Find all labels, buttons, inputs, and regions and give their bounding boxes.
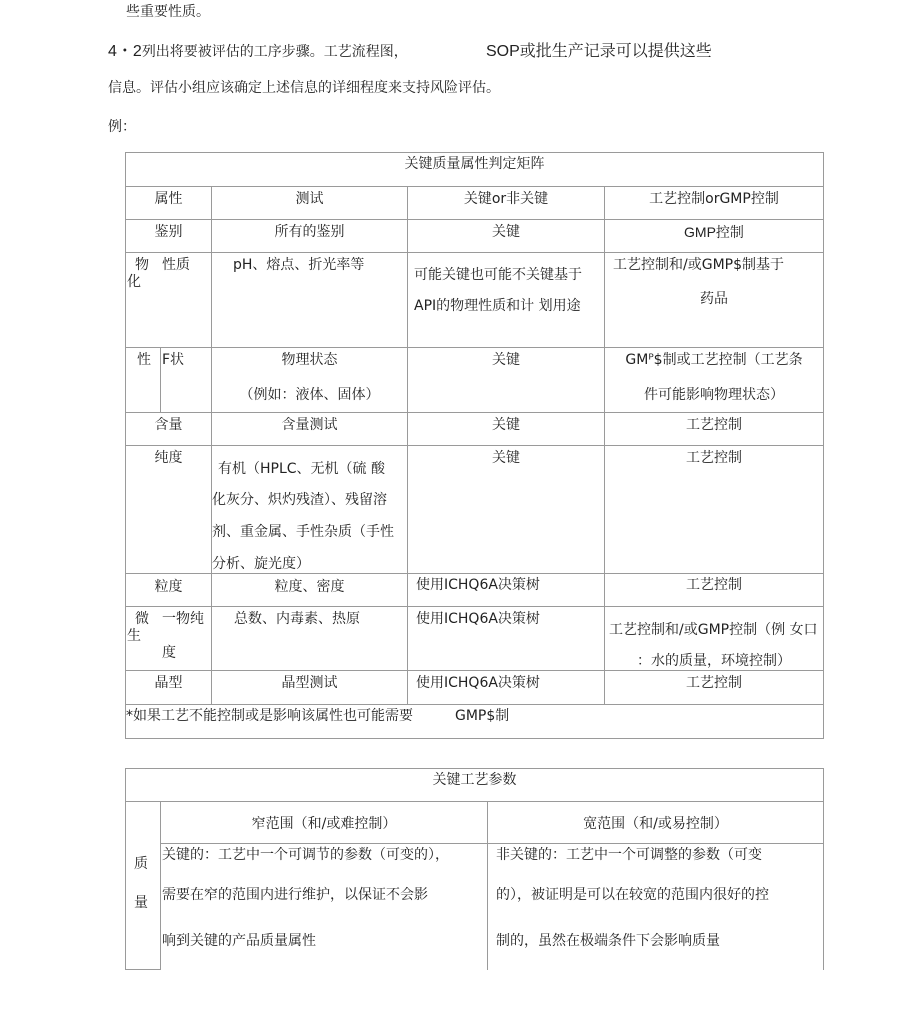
- header-attribute: 属性: [154, 191, 183, 207]
- row-physchem-attr-c: 化: [127, 274, 141, 290]
- intro-example-label: 例：: [108, 119, 136, 135]
- header-control: 工艺控制orGMP控制: [649, 191, 779, 207]
- cpp-narrow-line-3: 响到关键的产品质量属性: [162, 933, 316, 949]
- row-micro-attr-b: 一物纯: [162, 611, 204, 627]
- table1-footnote-a: *如果工艺不能控制或是影响该属性也可能需要: [126, 708, 413, 724]
- row-particle-control: 工艺控制: [686, 577, 742, 593]
- cpp-narrow-line-2: 需要在窄的范围内进行维护，以保证不会影: [162, 887, 428, 903]
- row-particle-critical: 使用ICHQ6A决策树: [416, 577, 540, 593]
- header-test: 测试: [295, 191, 324, 207]
- cqa-matrix-title: 关键质量属性判定矩阵: [404, 156, 545, 172]
- row-assay-control: 工艺控制: [686, 417, 742, 433]
- intro-line-1: [108, 38, 408, 61]
- cpp-wide-line-3: 制的，虽然在极端条件下会影响质量: [496, 933, 720, 949]
- row-purity-critical: 关键: [492, 450, 520, 466]
- row-state-attr-a: 性: [137, 352, 151, 368]
- row-micro-critical: 使用ICHQ6A决策树: [416, 611, 540, 627]
- row-purity-test-1: 有机（HPLC、无机（硫 酸: [218, 461, 385, 477]
- row-assay-test: 含量测试: [281, 417, 338, 433]
- row-physchem-test: pH、熔点、折光率等: [233, 257, 365, 273]
- row-state-test-1: 物理状态: [281, 352, 338, 368]
- header-critical: 关键or非关键: [463, 191, 549, 207]
- row-crystal-critical: 使用ICHQ6A决策树: [416, 675, 540, 691]
- row-purity-test-3: 剂、重金属、手性杂质（手性: [212, 524, 394, 540]
- row-purity-test-4: 分析、旋光度）: [212, 556, 310, 572]
- intro-line-0: 些重要性质。: [126, 4, 210, 20]
- table1-footnote-b: GMP$制: [455, 708, 510, 724]
- row-state-attr-b: F状: [162, 352, 185, 368]
- row-state-critical: 关键: [492, 352, 520, 368]
- row-purity-control: 工艺控制: [686, 450, 742, 466]
- row-physchem-critical-1: 可能关键也可能不关键基于: [414, 267, 582, 283]
- intro-line-1-a: 列出将要被评估的工序步骤。工艺流程图，: [141, 44, 408, 60]
- row-state-test-2: （例如：液体、固体）: [239, 387, 380, 403]
- row-micro-control-1: 工艺控制和/或GMP控制（例 女口: [609, 622, 818, 638]
- row-state-control-1: GMᴾ$制或工艺控制（工艺条: [625, 352, 803, 368]
- row-crystal-control: 工艺控制: [686, 675, 742, 691]
- row-particle-attr: 粒度: [154, 579, 183, 595]
- row-micro-attr-a: 微: [135, 611, 149, 627]
- section-number: 4・2: [108, 43, 142, 60]
- row-micro-control-2: ：水的质量，环境控制）: [637, 653, 791, 669]
- cpp-side-label-1: 质: [134, 856, 148, 872]
- row-particle-test: 粒度、密度: [274, 579, 345, 595]
- row-identification-critical: 关键: [492, 224, 520, 240]
- row-physchem-critical-2: API的物理性质和计 划用途: [414, 298, 581, 314]
- row-physchem-attr-a: 物: [135, 257, 149, 273]
- cpp-side-label-2: 量: [134, 895, 148, 911]
- row-micro-attr-c: 生: [127, 628, 141, 644]
- row-crystal-test: 晶型测试: [281, 675, 338, 691]
- row-micro-test: 总数、内毒素、热原: [234, 611, 360, 627]
- row-identification-attr: 鉴别: [154, 224, 183, 240]
- row-purity-attr: 纯度: [154, 450, 183, 466]
- cpp-narrow-line-1: 关键的：工艺中一个可调节的参数（可变的），: [162, 847, 449, 863]
- row-identification-test: 所有的鉴别: [274, 224, 345, 240]
- intro-line-2: 信息。评估小组应该确定上述信息的详细程度来支持风险评估。: [108, 80, 500, 96]
- intro-line-1-b: SOP或批生产记录可以提供这些: [486, 43, 712, 60]
- row-physchem-attr-b: 性质: [162, 257, 190, 273]
- cpp-title: 关键工艺参数: [432, 772, 517, 788]
- row-micro-attr-d: 度: [162, 645, 176, 661]
- row-physchem-control-2: 药品: [700, 291, 728, 307]
- cpp-wide-line-2: 的），被证明是可以在较宽的范围内很好的控: [496, 887, 769, 903]
- row-assay-critical: 关键: [492, 417, 520, 433]
- row-purity-test-2: 化灰分、炽灼残渣）、残留溶: [212, 492, 387, 508]
- row-physchem-control-1: 工艺控制和/或GMP$制基于: [613, 257, 784, 273]
- row-state-control-2: 件可能影响物理状态）: [644, 387, 784, 403]
- cpp-header-narrow: 窄范围（和/或难控制）: [251, 816, 397, 832]
- cpp-wide-line-1: 非关键的：工艺中一个可调整的参数（可变: [496, 847, 762, 863]
- row-crystal-attr: 晶型: [154, 675, 183, 691]
- row-identification-control: GMP控制: [684, 224, 744, 240]
- row-assay-attr: 含量: [154, 417, 183, 433]
- cpp-header-wide: 宽范围（和/或易控制）: [583, 816, 728, 832]
